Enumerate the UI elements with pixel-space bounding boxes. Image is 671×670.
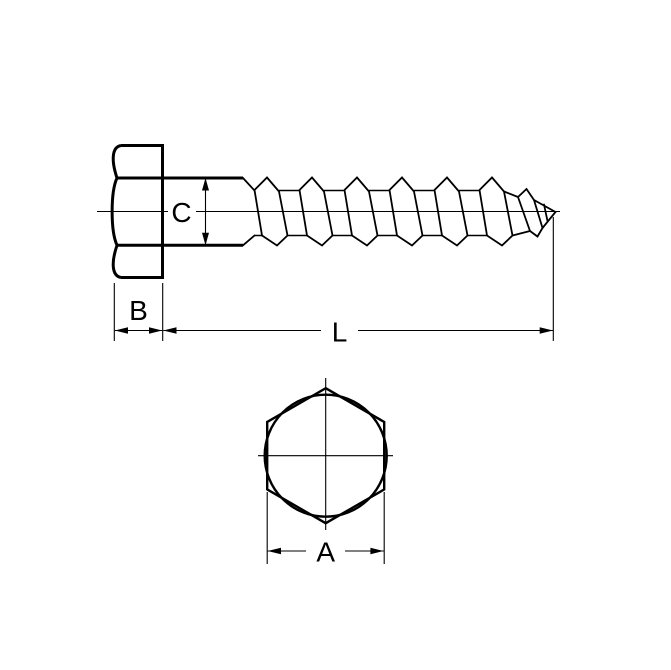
dim-l [163, 217, 553, 348]
dim-a-arrow-left [268, 548, 281, 554]
hex-head-end-view [258, 378, 393, 568]
dim-b [114, 283, 162, 341]
dim-a-arrow-right [370, 548, 383, 554]
dim-b-label: B [129, 295, 148, 326]
dim-b-arrow-right [149, 327, 162, 333]
dim-a-label: A [316, 536, 336, 568]
dim-l-label: L [331, 316, 348, 348]
dim-c-arrow-up [202, 178, 209, 191]
dim-c-label: C [171, 197, 192, 228]
dim-c-arrow-down [202, 233, 209, 246]
crosshair-centerlines [258, 378, 393, 530]
dim-b-arrow-left [115, 327, 128, 333]
dim-l-arrow-right [540, 327, 553, 333]
dim-l-arrow-left [163, 327, 176, 333]
lag-screw-side-view [97, 146, 560, 348]
